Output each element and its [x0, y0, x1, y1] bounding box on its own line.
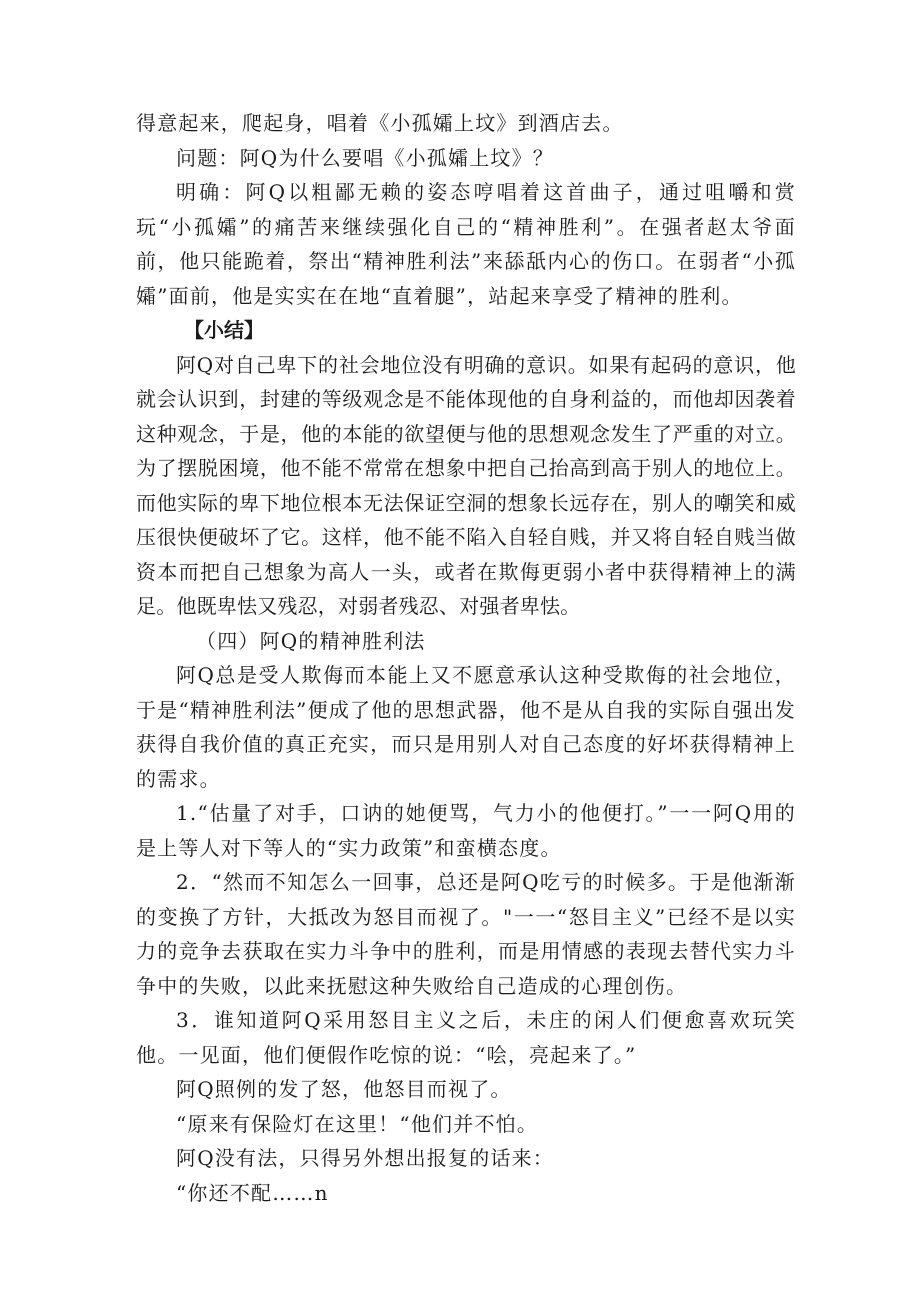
paragraph-dialogue-2: “原来有保险灯在这里！“他们并不怕。 — [176, 1111, 539, 1136]
paragraph-dialogue-4: “你还不配……n — [176, 1180, 329, 1205]
paragraph-dialogue-1: 阿Q照例的发了怒，他怒目而视了。 — [176, 1077, 512, 1101]
paragraph-point-2: 2．“然而不知怎么一回事，总还是阿Q吃亏的时候多。于是他渐渐的变换了方针，大抵改为怒目而视了。"一一“怒目主义”已经不是以实力的竞争去获取在实力斗争中的胜利，而是用情感的表现去替代实力斗争中的失败，以此来抚慰这种失败给自己造成的心理创伤。 — [136, 870, 796, 998]
paragraph-spiritual-victory-intro: 阿Q总是受人欺侮而本能上又不愿意承认这种受欺侮的社会地位，于是“精神胜利法”便成了他的思想武器，他不是从自我的实际自强出发获得自我价值的真正充实，而只是用别人对自己态度的好坏获得精神上的需求。 — [136, 663, 796, 791]
paragraph-question: 问题：阿Q为什么要唱《小孤孀上坟》？ — [176, 145, 554, 170]
document-body — [136, 106, 796, 1210]
paragraph-summary: 阿Q对自己卑下的社会地位没有明确的意识。如果有起码的意识，他就会认识到，封建的等级观念是不能体现他的自身利益的，而他却因袭着这种观念，于是，他的本能的欲望便与他的思想观念发生了严重的对立。为了摆脱困境，他不能不常常在想象中把自己抬高到高于别人的地位上。而他实际的卑下地位根本无法保证空洞的想象长远存在，别人的嘲笑和威压很快便破坏了它。这样，他不能不陷入自轻自贱，并又将自轻自贱当做资本而把自己想象为高人一头，或者在欺侮更弱小者中获得精神上的满足。他既卑怯又残忍，对弱者残忍、对强者卑怯。 — [136, 352, 796, 618]
paragraph-answer: 明确：阿Q以粗鄙无赖的姿态哼唱着这首曲子，通过咀嚼和赏玩“小孤孀”的痛苦来继续强化自己的“精神胜利”。在强者赵太爷面前，他只能跪着，祭出“精神胜利法”来舔舐内心的伤口。在弱者“小孤孀”面前，他是实实在在地“直着腿”，站起来享受了精神的胜利。 — [136, 180, 796, 308]
section-heading-summary: 【小结】 — [184, 318, 264, 342]
paragraph-point-3: 3．谁知道阿Q采用怒目主义之后，未庄的闲人们便愈喜欢玩笑他。一见面，他们便假作吃惊的说：“哙，亮起来了。” — [136, 1008, 796, 1067]
section-heading-spiritual-victory: （四）阿Q的精神胜利法 — [196, 628, 426, 653]
paragraph-continuation: 得意起来，爬起身，唱着《小孤孀上坟》到酒店去。 — [136, 111, 624, 135]
paragraph-point-1: 1.“估量了对手，口讷的她便骂，气力小的他便打。”一一阿Q用的是上等人对下等人的“实力政策”和蛮横态度。 — [136, 801, 796, 860]
paragraph-dialogue-3: 阿Q没有法，只得另外想出报复的话来： — [176, 1146, 554, 1170]
